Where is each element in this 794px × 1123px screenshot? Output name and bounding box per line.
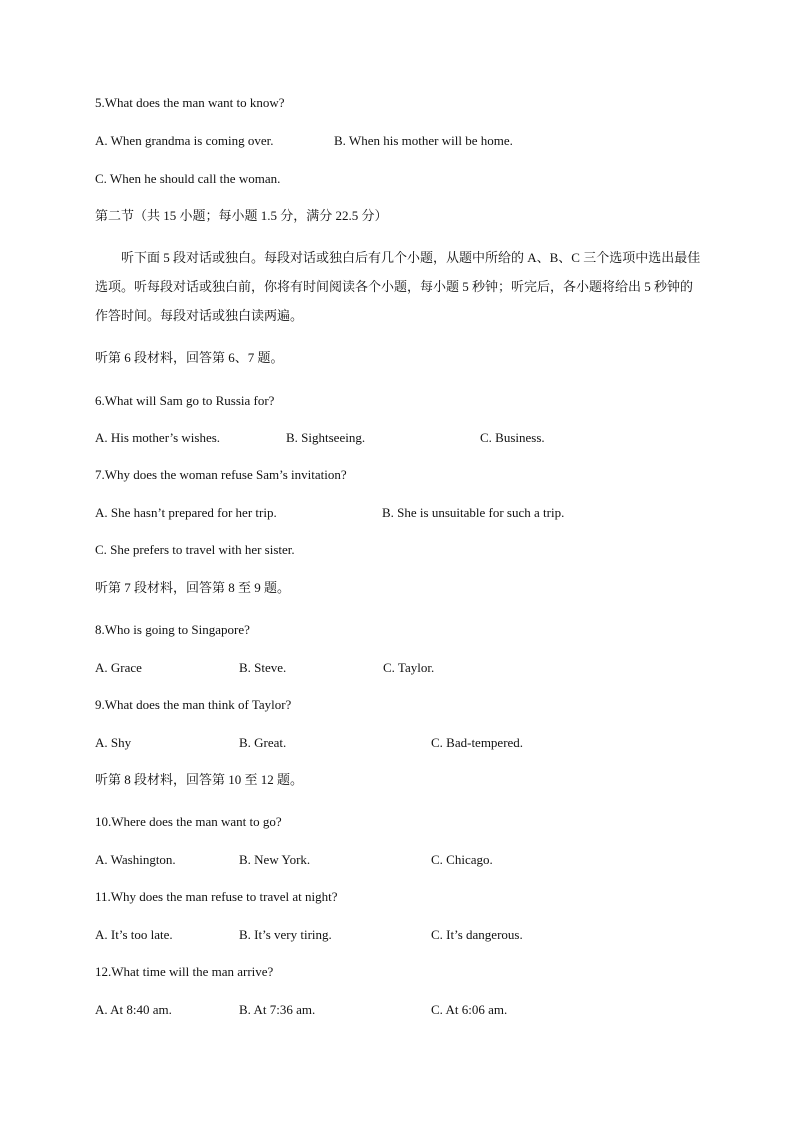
q12-option-b: B. At 7:36 am. — [239, 1002, 316, 1017]
q6-option-a: A. His mother’s wishes. — [95, 430, 221, 445]
material-8-label: 听第 8 段材料，回答第 10 至 12 题。 — [95, 772, 304, 787]
question-5-text: 5.What does the man want to know? — [95, 95, 285, 110]
q9-option-a: A. Shy — [95, 735, 132, 750]
question-9-text: 9.What does the man think of Taylor? — [95, 697, 292, 712]
q7-option-c: C. She prefers to travel with her sister. — [95, 542, 295, 557]
q10-option-a: A. Washington. — [95, 852, 176, 867]
section-instructions: 听下面 5 段对话或独白。每段对话或独白后有几个小题，从题中所给的 A、B、C 三个选项中选出最佳选项。听每段对话或独白前，你将有时间阅读各个小题，每小题 5 秒钟；听完后，各小题将给出 5 秒钟的作答时间。每段对话或独白读两遍。 — [95, 250, 701, 323]
question-10-text: 10.Where does the man want to go? — [95, 814, 282, 829]
q5-option-a: A. When grandma is coming over. — [95, 133, 274, 148]
q11-option-b: B. It’s very tiring. — [239, 927, 332, 942]
q7-option-a: A. She hasn’t prepared for her trip. — [95, 505, 277, 520]
q9-option-c: C. Bad-tempered. — [431, 735, 524, 750]
question-6-text: 6.What will Sam go to Russia for? — [95, 393, 275, 408]
question-7-text: 7.Why does the woman refuse Sam’s invitation? — [95, 467, 347, 482]
question-12-text: 12.What time will the man arrive? — [95, 964, 274, 979]
q11-option-c: C. It’s dangerous. — [431, 927, 523, 942]
q8-option-b: B. Steve. — [239, 660, 287, 675]
material-6-label: 听第 6 段材料，回答第 6、7 题。 — [95, 350, 284, 365]
q12-option-a: A. At 8:40 am. — [95, 1002, 172, 1017]
q12-option-c: C. At 6:06 am. — [431, 1002, 508, 1017]
material-7-label: 听第 7 段材料，回答第 8 至 9 题。 — [95, 580, 291, 595]
q7-option-b: B. She is unsuitable for such a trip. — [382, 505, 565, 520]
q10-option-c: C. Chicago. — [431, 852, 493, 867]
q6-option-c: C. Business. — [480, 430, 545, 445]
q8-option-c: C. Taylor. — [383, 660, 435, 675]
q11-option-a: A. It’s too late. — [95, 927, 173, 942]
q9-option-b: B. Great. — [239, 735, 287, 750]
q5-option-b: B. When his mother will be home. — [334, 133, 513, 148]
q6-option-b: B. Sightseeing. — [286, 430, 366, 445]
section-heading: 第二节（共 15 小题；每小题 1.5 分，满分 22.5 分） — [95, 208, 388, 223]
question-11-text: 11.Why does the man refuse to travel at night? — [95, 889, 338, 904]
q5-option-c: C. When he should call the woman. — [95, 171, 281, 186]
question-8-text: 8.Who is going to Singapore? — [95, 622, 250, 637]
q10-option-b: B. New York. — [239, 852, 311, 867]
q8-option-a: A. Grace — [95, 660, 142, 675]
